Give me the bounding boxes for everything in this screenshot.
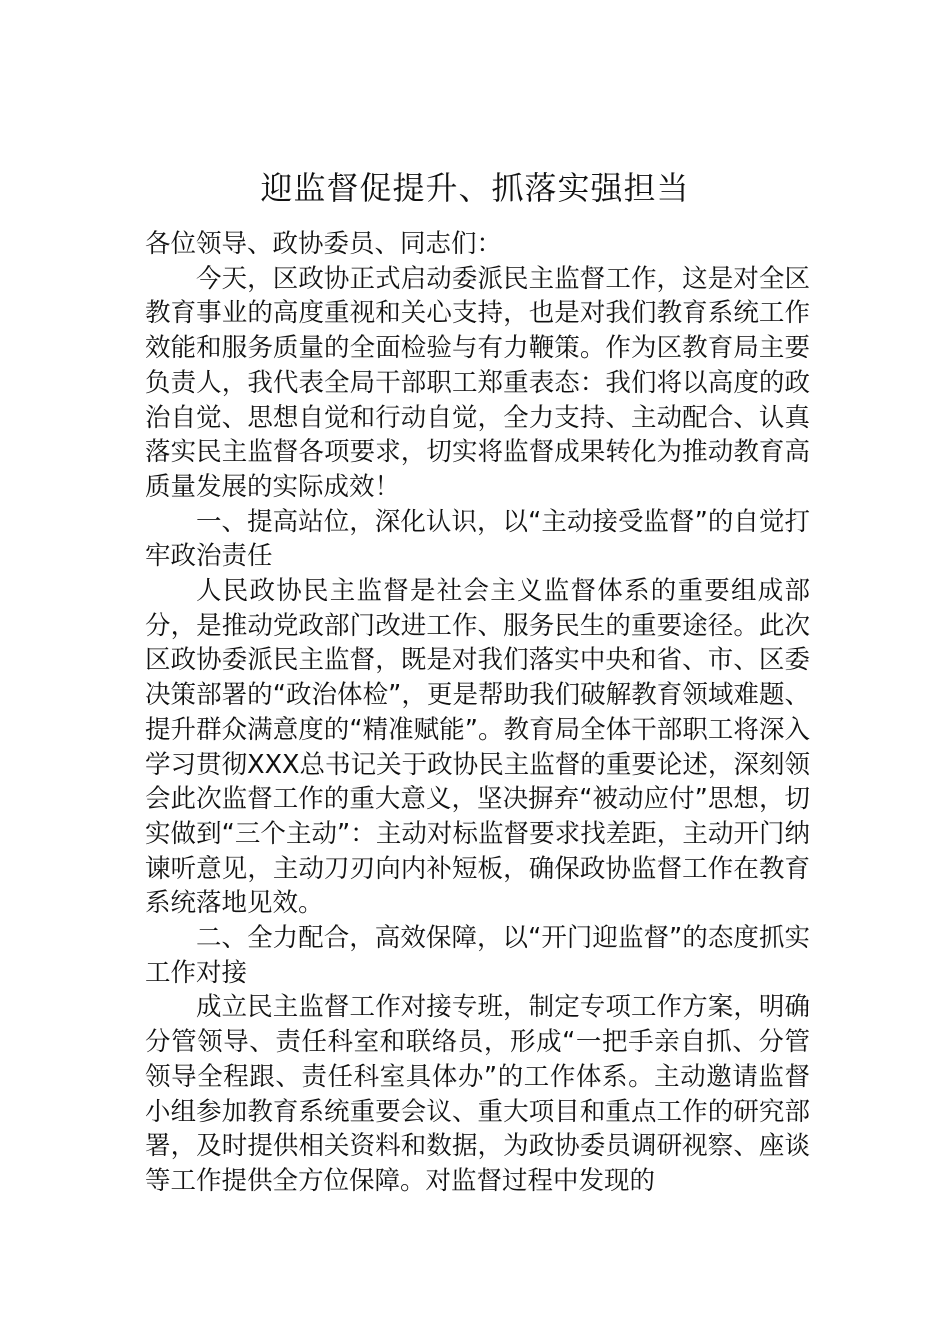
paragraph-intro: 今天，区政协正式启动委派民主监督工作，这是对全区教育事业的高度重视和关心支持，也是对我们教育系统工作效能和服务质量的全面检验与有力鞭策。作为区教育局主要负责人，我代表全局干部职工郑重表态：我们将以高度的政治自觉、思想自觉和行动自觉，全力支持、主动配合、认真落实民主监督各项要求，切实将监督成果转化为推动教育高质量发展的实际成效！ bbox=[145, 263, 810, 502]
section-heading-2: 二、全力配合，高效保障，以“开门迎监督”的态度抓实工作对接 bbox=[145, 923, 810, 988]
salutation: 各位领导、政协委员、同志们： bbox=[145, 229, 503, 259]
document-title: 迎监督促提升、抓落实强担当 bbox=[260, 169, 690, 207]
document-body bbox=[145, 227, 810, 1199]
section-heading-1: 一、提高站位，深化认识，以“主动接受监督”的自觉打牢政治责任 bbox=[145, 506, 810, 572]
paragraph-section-2: 成立民主监督工作对接专班，制定专项工作方案，明确分管领导、责任科室和联络员，形成“一把手亲自抓、分管领导全程跟、责任科室具体办”的工作体系。主动邀请监督小组参加教育系统重要会议、重大项目和重点工作的研究部署，及时提供相关资料和数据，为政协委员调研视察、座谈等工作提供全方位保障。对监督过程中发现的 bbox=[145, 992, 810, 1196]
paragraph-section-1: 人民政协民主监督是社会主义监督体系的重要组成部分，是推动党政部门改进工作、服务民生的重要途径。此次区政协委派民主监督，既是对我们落实中央和省、市、区委决策部署的“政治体检”，更是帮助我们破解教育领域难题、提升群众满意度的“精准赋能”。教育局全体干部职工将深入学习贯彻XXX总书记关于政协民主监督的重要论述，深刻领会此次监督工作的重大意义，坚决摒弃“被动应付”思想，切实做到“三个主动”：主动对标监督要求找差距，主动开门纳谏听意见，主动刀刃向内补短板，确保政协监督工作在教育系统落地见效。 bbox=[145, 576, 810, 919]
